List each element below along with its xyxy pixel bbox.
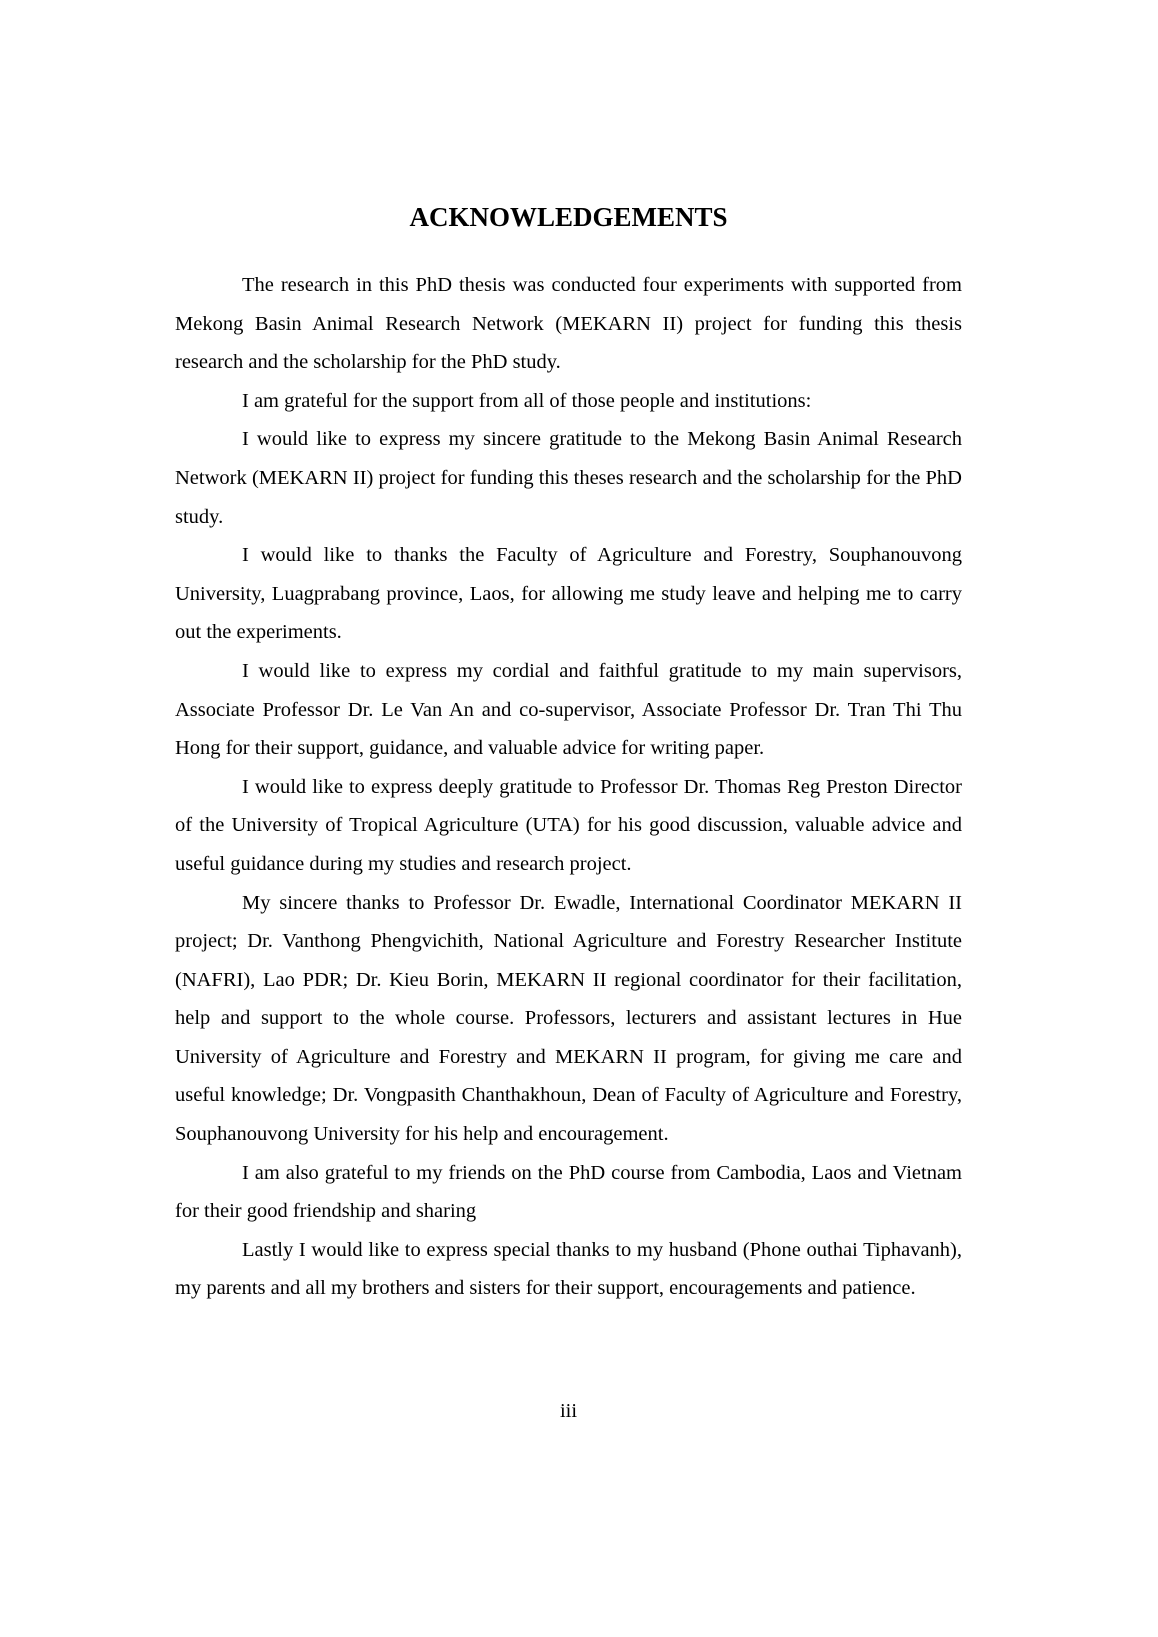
paragraph-coordinators-thanks: My sincere thanks to Professor Dr. Ewadle, International Coordinator MEKARN II project; Dr. Vanthong Phengvichith, National Agriculture and Forestry Researcher Institute (NAFRI), Lao PDR; Dr. Kieu Borin, MEKARN II regional coordinator for their facilitation, help and support to the whole course. Professors, lecturers and assistant lectures in Hue University of Agriculture and Forestry and MEKARN II program, for giving me care and useful knowledge; Dr. Vongpasith Chanthakhoun, Dean of Faculty of Agriculture and Forestry, Souphanouvong University for his help and encouragement. (175, 891, 962, 1146)
paragraph-gratitude-intro: I am grateful for the support from all of those people and institutions: (242, 389, 812, 412)
paragraph-faculty-thanks: I would like to thanks the Faculty of Agriculture and Forestry, Souphanouvong University, Luagprabang province, Laos, for allowing me study leave and helping me to carry out the experiments. (175, 544, 962, 644)
paragraph-friends-thanks: I am also grateful to my friends on the PhD course from Cambodia, Laos and Vietnam for their good friendship and sharing (175, 1161, 962, 1223)
page-number: iii (559, 1400, 578, 1422)
paragraph-family-thanks: Lastly I would like to express special thanks to my husband (Phone outhai Tiphavanh), my parents and all my brothers and sisters for their support, encouragements and patience. (175, 1238, 962, 1300)
acknowledgements-body (175, 266, 962, 1308)
paragraph-preston-thanks: I would like to express deeply gratitude to Professor Dr. Thomas Reg Preston Director of the University of Tropical Agriculture (UTA) for his good discussion, valuable advice and useful guidance during my studies and research project. (175, 775, 962, 875)
page-title: ACKNOWLEDGEMENTS (409, 202, 728, 232)
paragraph-research-funding: The research in this PhD thesis was conducted four experiments with supported from Mekong Basin Animal Research Network (MEKARN II) project for funding this thesis research and the scholarship for the PhD study. (175, 274, 962, 374)
paragraph-supervisors-thanks: I would like to express my cordial and faithful gratitude to my main supervisors, Associate Professor Dr. Le Van An and co-supervisor, Associate Professor Dr. Tran Thi Thu Hong for their support, guidance, and valuable advice for writing paper. (175, 659, 962, 760)
paragraph-mekarn-thanks: I would like to express my sincere gratitude to the Mekong Basin Animal Research Network (MEKARN II) project for funding this theses research and the scholarship for the PhD study. (175, 428, 962, 528)
